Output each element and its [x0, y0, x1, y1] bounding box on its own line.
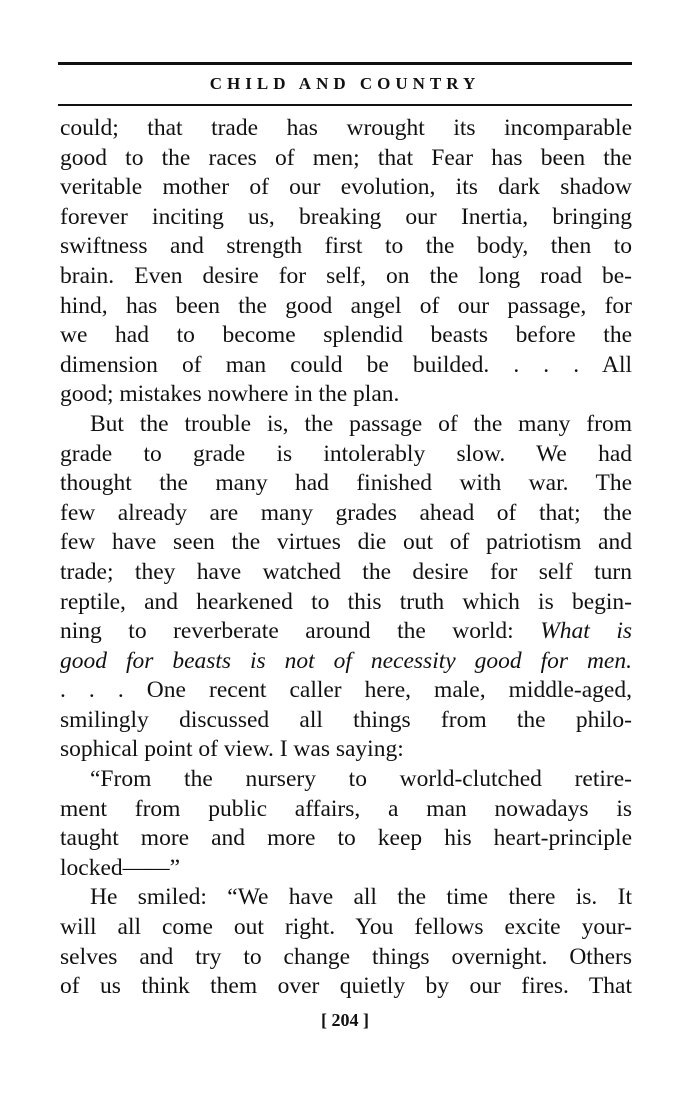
text-line: brain. Even desire for self, on the long road be- — [60, 262, 632, 289]
text-line: good to the races of men; that Fear has been the — [60, 144, 632, 171]
text-line: swiftness and strength first to the body, then to — [60, 233, 632, 260]
text-line: will all come out right. You fellows excite your- — [60, 914, 632, 941]
italic-text: What is — [540, 618, 633, 645]
text-line: reptile, and hearkened to this truth which is begin- — [60, 588, 632, 615]
text-line: sophical point of view. I was saying: — [60, 736, 404, 763]
text-line-mixed — [60, 617, 632, 647]
italic-text-line: good for beasts is not of necessity good for men. — [60, 647, 632, 674]
text-line: grade to grade is intolerably slow. We had — [60, 440, 632, 467]
text-line: few already are many grades ahead of that; the — [60, 499, 632, 526]
text-line: thought the many had finished with war. The — [60, 470, 632, 497]
text-line: ment from public affairs, a man nowadays is — [60, 795, 632, 822]
text-line: trade; they have watched the desire for self turn — [60, 558, 632, 585]
paragraph-start-line: “From the nursery to world-clutched retire- — [90, 766, 632, 793]
text-line: few have seen the virtues die out of patriotism and — [60, 529, 632, 556]
paragraph-start-line: But the trouble is, the passage of the many from — [90, 410, 632, 437]
text-line: hind, has been the good angel of our passage, for — [60, 292, 632, 319]
text-line: . . . One recent caller here, male, middle-aged, — [60, 677, 632, 704]
text-segment: ning to reverberate around the world: — [60, 618, 514, 645]
text-line: could; that trade has wrought its incomparable — [60, 115, 632, 141]
running-head: CHILD AND COUNTRY — [209, 74, 481, 93]
paragraph-start-line: He smiled: “We have all the time there is. It — [90, 884, 632, 911]
text-line: forever inciting us, breaking our Inertia, bringing — [60, 203, 632, 230]
text-line: dimension of man could be builded. . . . All — [60, 351, 632, 378]
text-line: smilingly discussed all things from the philo- — [60, 706, 632, 733]
page-number: [ 204 ] — [321, 1010, 369, 1030]
header-rule-bottom — [58, 104, 632, 106]
text-line: veritable mother of our evolution, its dark shadow — [60, 174, 632, 201]
text-line: locked——” — [60, 854, 181, 881]
body-text — [60, 114, 632, 1002]
text-line: of us think them over quietly by our fires. That — [60, 973, 632, 1000]
text-line: good; mistakes nowhere in the plan. — [60, 381, 400, 408]
text-line: taught more and more to keep his heart-principle — [60, 825, 632, 852]
header-rule-top — [58, 62, 632, 65]
text-line: we had to become splendid beasts before the — [60, 322, 632, 349]
text-line: selves and try to change things overnight. Others — [60, 943, 632, 970]
